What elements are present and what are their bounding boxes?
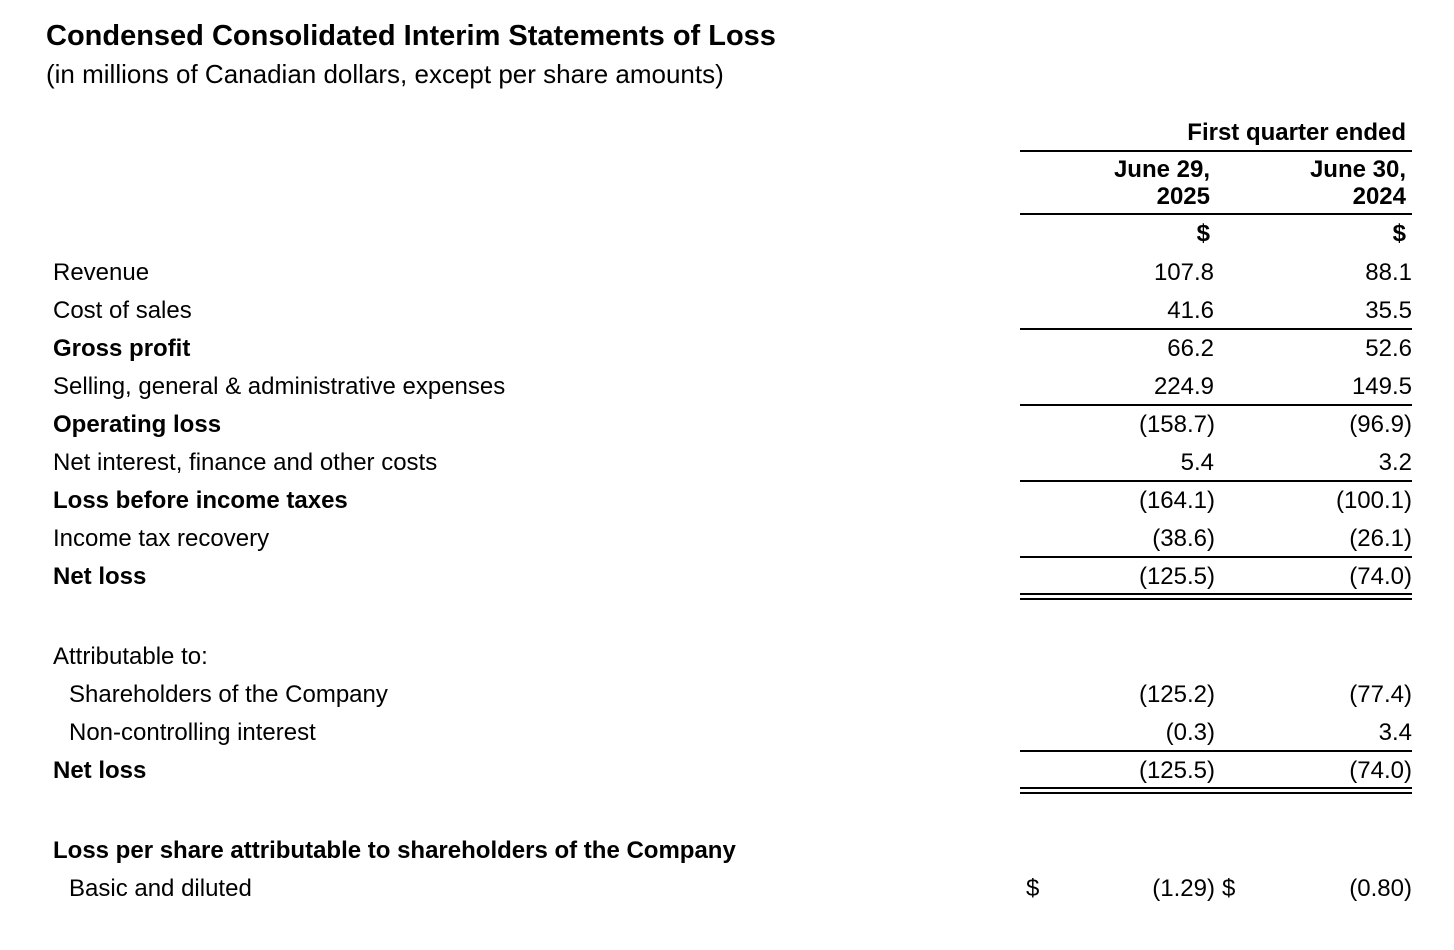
total-double-rule — [1020, 593, 1412, 600]
loss-before-taxes-2024: (100.1) — [1335, 487, 1412, 514]
eps-heading: Loss per share attributable to shareholders of the Company — [53, 837, 736, 864]
row-label-net-loss-attrib: Net loss — [53, 757, 147, 784]
revenue-2025: 107.8 — [1153, 259, 1214, 286]
shareholders-2024: (77.4) — [1349, 681, 1412, 708]
row-label-net-interest: Net interest, finance and other costs — [53, 449, 438, 476]
statement-title: Condensed Consolidated Interim Statements of Loss — [46, 20, 776, 52]
subtotal-rule — [1020, 328, 1412, 330]
header-underline — [1020, 213, 1412, 215]
row-label-shareholders: Shareholders of the Company — [69, 681, 388, 708]
nci-2024: 3.4 — [1378, 719, 1412, 746]
operating-loss-2025: (158.7) — [1138, 411, 1215, 438]
eps-2025: (1.29) — [1152, 875, 1215, 902]
nci-2025: (0.3) — [1165, 719, 1215, 746]
net-interest-2025: 5.4 — [1180, 449, 1214, 476]
row-label-cost-of-sales: Cost of sales — [53, 297, 192, 324]
loss-before-taxes-2025: (164.1) — [1138, 487, 1215, 514]
cost-of-sales-2025: 41.6 — [1167, 297, 1214, 324]
eps-currency-2024: $ — [1222, 875, 1236, 902]
eps-label: Basic and diluted — [69, 875, 252, 902]
shareholders-2025: (125.2) — [1138, 681, 1215, 708]
col2-currency: $ — [1392, 220, 1406, 247]
row-label-sga: Selling, general & administrative expenses — [53, 373, 506, 400]
col1-currency: $ — [1196, 220, 1210, 247]
col2-header-line1: June 30, — [1309, 156, 1406, 183]
eps-currency-2025: $ — [1026, 875, 1040, 902]
statement-subtitle: (in millions of Canadian dollars, except per share amounts) — [46, 59, 724, 89]
row-label-loss-before-taxes: Loss before income taxes — [53, 487, 348, 514]
net-interest-2024: 3.2 — [1378, 449, 1412, 476]
net-loss-attrib-2024: (74.0) — [1349, 757, 1412, 784]
col2-header-line2: 2024 — [1352, 183, 1406, 210]
header-rule — [1020, 150, 1412, 152]
subtotal-rule — [1020, 404, 1412, 406]
row-label-nci: Non-controlling interest — [69, 719, 316, 746]
sga-2025: 224.9 — [1153, 373, 1214, 400]
col1-header-line2: 2025 — [1156, 183, 1210, 210]
revenue-2024: 88.1 — [1365, 259, 1412, 286]
gross-profit-2024: 52.6 — [1365, 335, 1412, 362]
gross-profit-2025: 66.2 — [1167, 335, 1214, 362]
subtotal-rule — [1020, 750, 1412, 752]
row-label-net-loss: Net loss — [53, 563, 147, 590]
net-loss-2024: (74.0) — [1349, 563, 1412, 590]
total-double-rule — [1020, 787, 1412, 794]
cost-of-sales-2024: 35.5 — [1365, 297, 1412, 324]
operating-loss-2024: (96.9) — [1349, 411, 1412, 438]
period-header: First quarter ended — [1187, 119, 1406, 146]
subtotal-rule — [1020, 556, 1412, 558]
row-label-operating-loss: Operating loss — [53, 411, 222, 438]
subtotal-rule — [1020, 480, 1412, 482]
row-label-gross-profit: Gross profit — [53, 335, 191, 362]
sga-2024: 149.5 — [1351, 373, 1412, 400]
row-label-income-tax-recovery: Income tax recovery — [53, 525, 270, 552]
income-tax-recovery-2024: (26.1) — [1349, 525, 1412, 552]
col1-header-line1: June 29, — [1113, 156, 1210, 183]
net-loss-attrib-2025: (125.5) — [1138, 757, 1215, 784]
attributable-heading: Attributable to: — [53, 643, 208, 670]
row-label-revenue: Revenue — [53, 259, 150, 286]
eps-2024: (0.80) — [1349, 875, 1412, 902]
income-tax-recovery-2025: (38.6) — [1152, 525, 1215, 552]
net-loss-2025: (125.5) — [1138, 563, 1215, 590]
